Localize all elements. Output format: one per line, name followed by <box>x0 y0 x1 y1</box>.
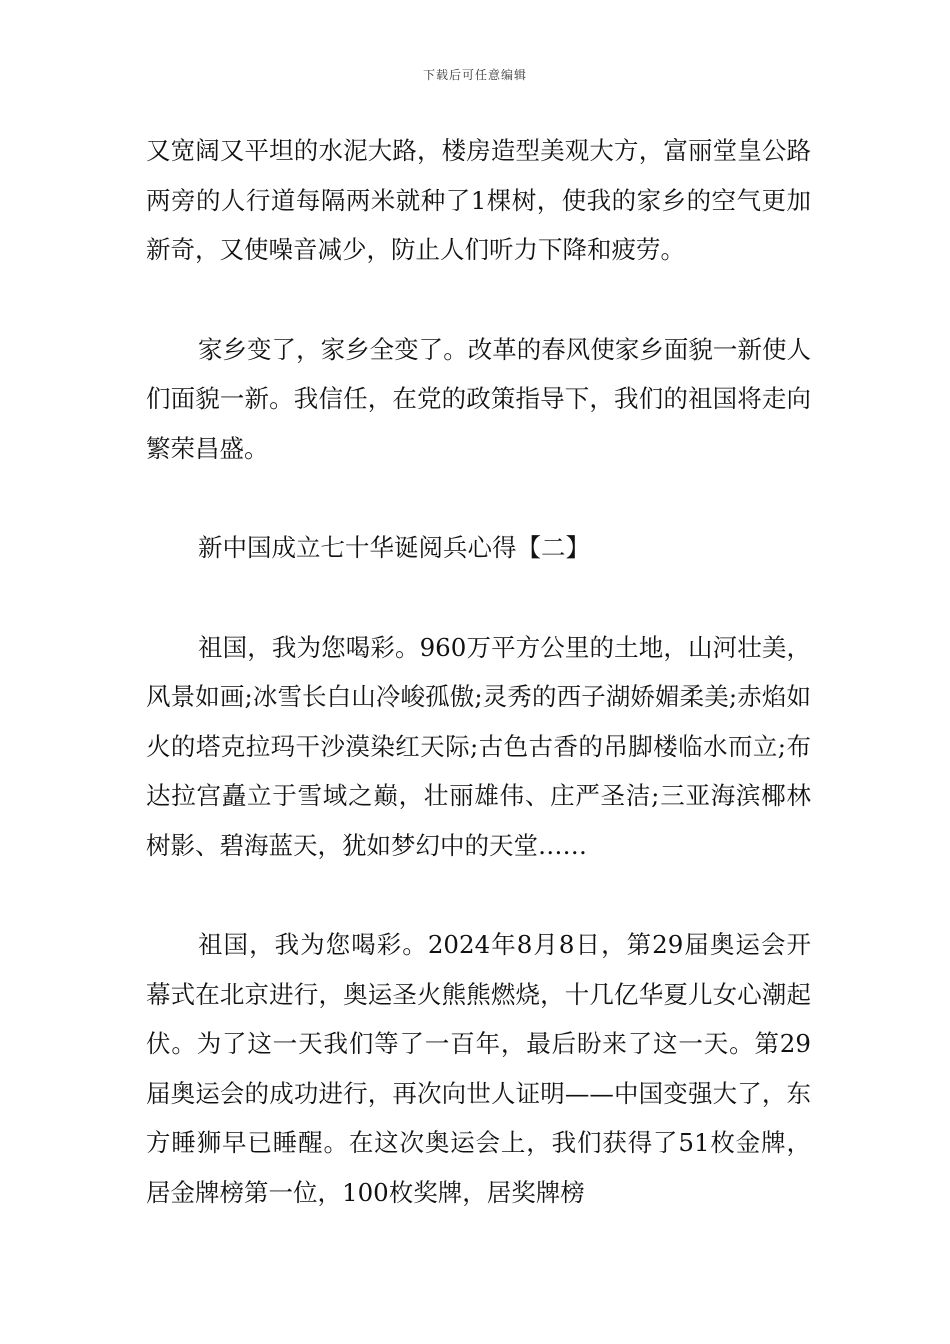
paragraph-olympics: 祖国，我为您喝彩。2024年8月8日，第29届奥运会开幕式在北京进行，奥运圣火熊熊燃烧，十几亿华夏儿女心潮起伏。为了这一天我们等了一百年，最后盼来了这一天。第29届奥运会的成功进行，再次向世人证明——中国变强大了，东方睡狮早已睡醒。在这次奥运会上，我们获得了51枚金牌，居金牌榜第一位，100枚奖牌，居奖牌榜 <box>146 930 811 1207</box>
paragraph-gap <box>146 870 811 920</box>
paragraph-hometown-roads: 又宽阔又平坦的水泥大路，楼房造型美观大方，富丽堂皇公路两旁的人行道每隔两米就种了1棵树，使我的家乡的空气更加新奇，又使噪音减少，防止人们听力下降和疲劳。 <box>146 136 811 264</box>
header-note: 下载后可任意编辑 <box>422 68 527 82</box>
paragraph-gap <box>146 573 811 623</box>
paragraph-gap <box>146 473 811 523</box>
paragraph-motherland-scenery: 祖国，我为您喝彩。960万平方公里的土地，山河壮美，风景如画;冰雪长白山冷峻孤傲;灵秀的西子湖娇媚柔美;赤焰如火的塔克拉玛干沙漠染红天际;古色古香的吊脚楼临水而立;布达拉宫矗立于雪域之巅，壮丽雄伟、庄严圣洁;三亚海滨椰林树影、碧海蓝天，犹如梦幻中的天堂…… <box>146 632 811 860</box>
section-heading: 新中国成立七十华诞阅兵心得【二】 <box>198 533 590 562</box>
paragraph-gap <box>146 275 811 325</box>
paragraph-hometown-changed: 家乡变了，家乡全变了。改革的春风使家乡面貌一新使人们面貌一新。我信任，在党的政策指导下，我们的祖国将走向繁荣昌盛。 <box>146 334 811 463</box>
document-body <box>146 126 811 1217</box>
